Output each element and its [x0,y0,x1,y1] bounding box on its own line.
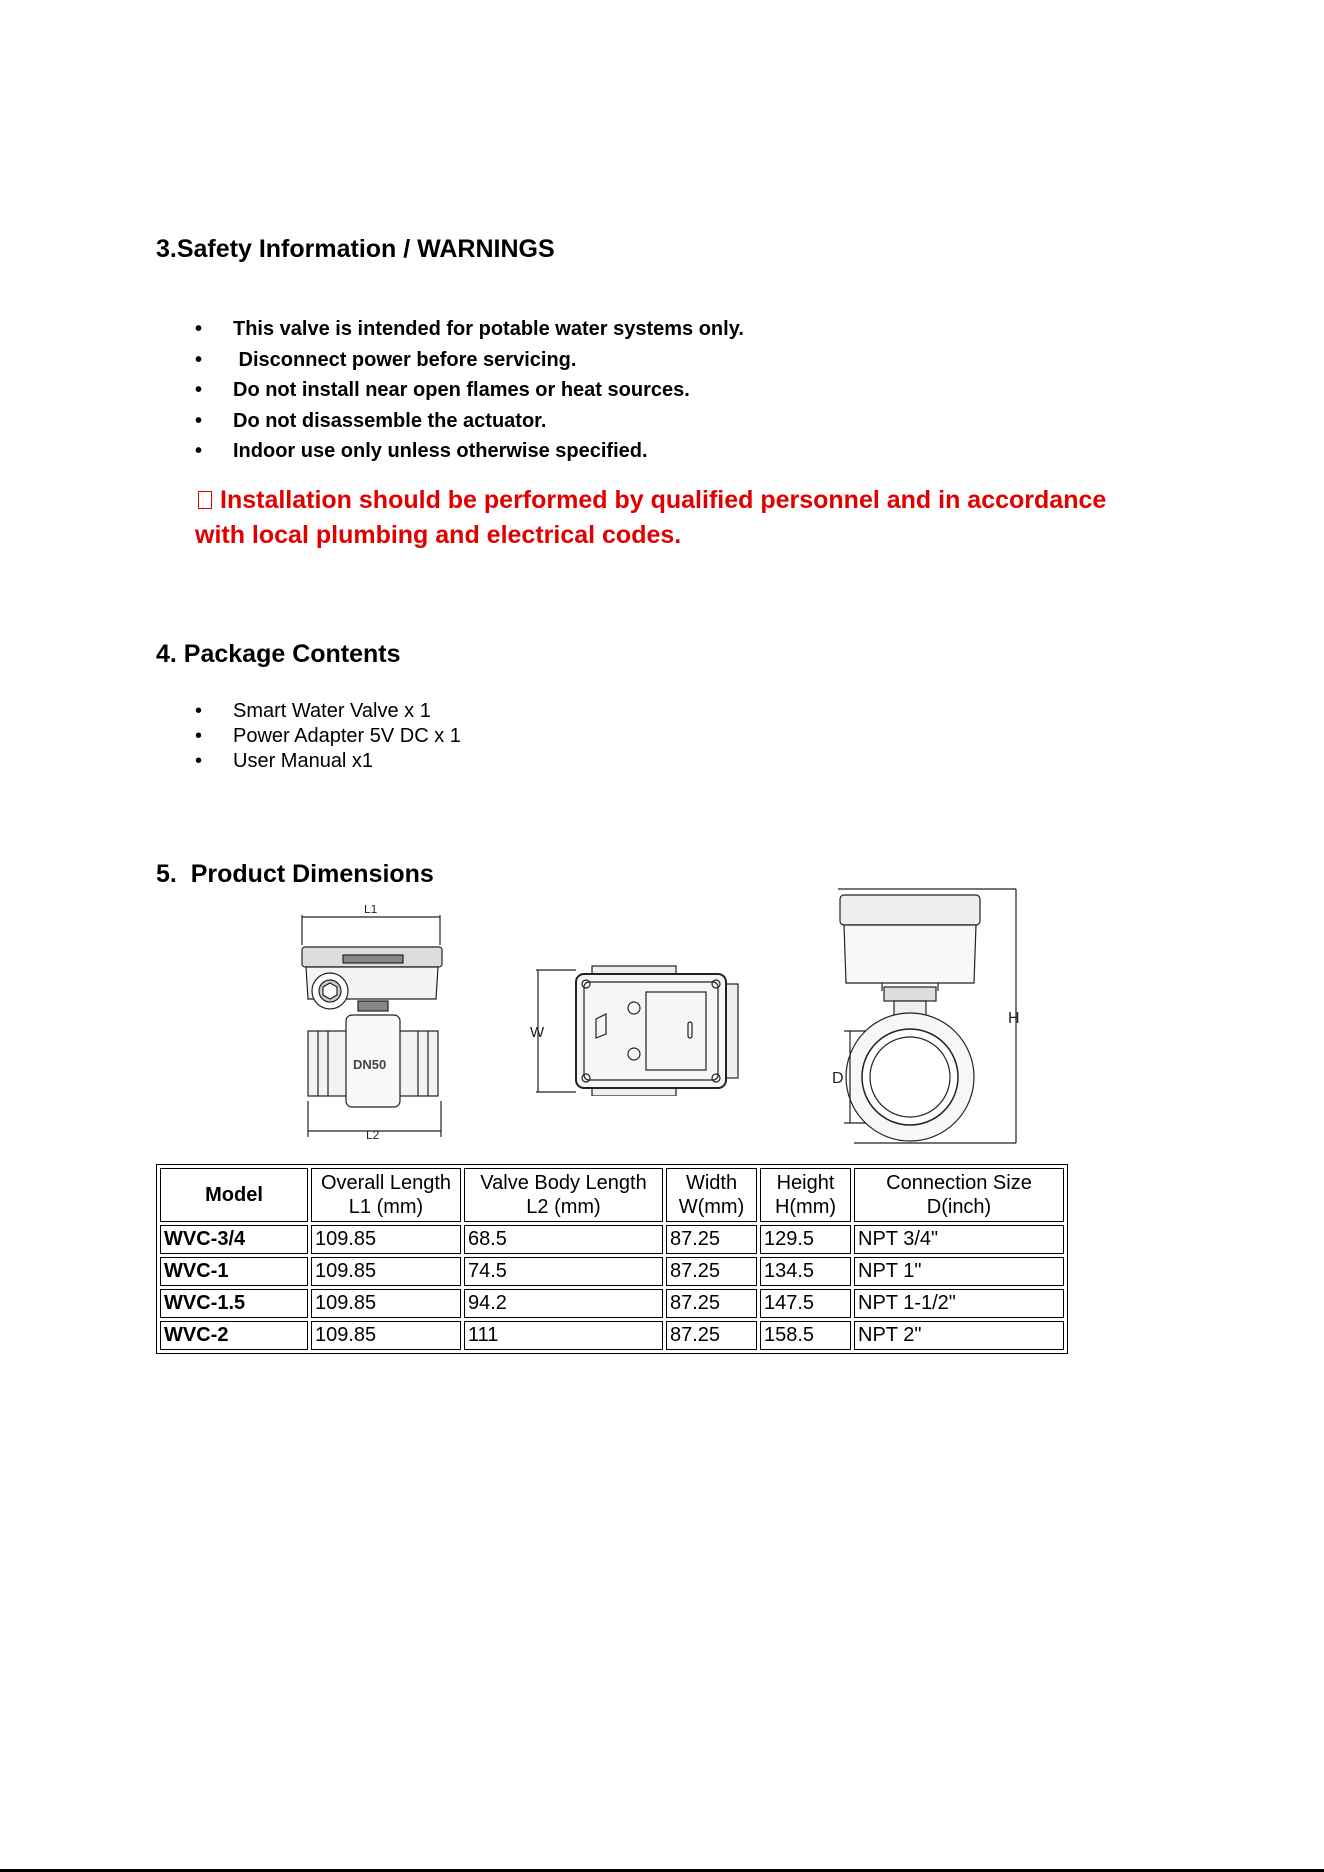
side-view-diagram [298,905,458,1142]
list-item: • Smart Water Valve x 1 [195,700,431,722]
dimensions-table [156,1164,1068,1354]
d-label: D [832,1070,844,1087]
h-label: H [1008,1010,1020,1027]
list-item: • Disconnect power before servicing. [195,348,577,371]
list-item: • User Manual x1 [195,750,374,772]
package-list [195,699,461,774]
col-overall-length: Overall Length L1 (mm) [311,1168,461,1222]
col-connection-size: Connection Size D(inch) [854,1168,1064,1222]
col-model: Model [160,1168,308,1222]
col-height: Height H(mm) [760,1168,851,1222]
l2-label: L2 [366,1128,380,1142]
table-row: WVC-1 109.85 74.5 87.25 134.5 NPT 1" [160,1257,1064,1286]
top-view-diagram [526,964,740,1096]
front-view-diagram [820,887,1026,1144]
w-label: W [530,1024,545,1041]
installation-caution: Installation should be performed by qualified personnel and in accordance with local plumbing and electrical codes. [195,486,1107,549]
table-row: WVC-1.5 109.85 94.2 87.25 147.5 NPT 1-1/2" [160,1289,1064,1318]
l1-label: L1 [364,905,378,916]
missing-glyph-icon [198,491,212,509]
warnings-list [195,314,1095,467]
safety-heading: 3.Safety Information / WARNINGS [156,235,555,263]
list-item: • Indoor use only unless otherwise specified. [195,440,648,462]
table-header-row [160,1168,1064,1222]
dn50-label: DN50 [353,1057,387,1072]
table-row: WVC-2 109.85 111 87.25 158.5 NPT 2" [160,1321,1064,1350]
list-item: • Power Adapter 5V DC x 1 [195,725,461,747]
list-item: • This valve is intended for potable water systems only. [195,318,744,340]
list-item: • Do not install near open flames or heat sources. [195,379,690,401]
dimensions-heading: 5. Product Dimensions [156,860,434,888]
col-width: Width W(mm) [666,1168,757,1222]
package-heading: 4. Package Contents [156,640,401,668]
col-valve-body-length: Valve Body Length L2 (mm) [464,1168,663,1222]
list-item: • Do not disassemble the actuator. [195,409,547,432]
table-row: WVC-3/4 109.85 68.5 87.25 129.5 NPT 3/4" [160,1225,1064,1254]
